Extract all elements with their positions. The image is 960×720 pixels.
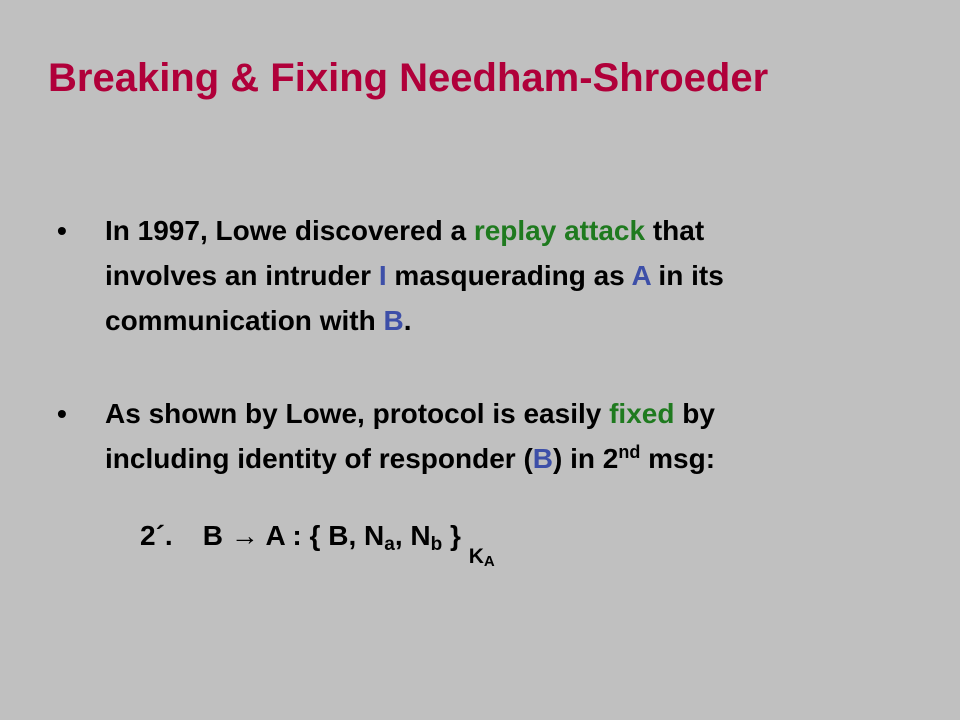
text-run: including identity of responder ( xyxy=(105,443,533,474)
nonce-b: N xyxy=(410,520,431,551)
message-step: 2´. xyxy=(140,520,173,551)
highlight-principal-a: A xyxy=(631,260,651,291)
text-run: msg: xyxy=(640,443,716,474)
text-line xyxy=(105,436,945,481)
nonce-b-subscript: b xyxy=(430,534,443,555)
highlight-principal-b: B xyxy=(383,305,404,336)
text-run: communication with xyxy=(105,305,384,336)
message-sender: B xyxy=(202,520,223,551)
highlight-intruder-i: I xyxy=(378,260,387,291)
protocol-message xyxy=(140,513,495,570)
bullet-text xyxy=(105,208,945,343)
text-line xyxy=(105,253,945,298)
nonce-a: N xyxy=(364,520,385,551)
text-run: masquerading as xyxy=(386,260,632,291)
text-run: involves an intruder xyxy=(105,260,379,291)
highlight-replay-attack: replay attack xyxy=(473,215,646,246)
text-run: in its xyxy=(650,260,724,291)
message-receiver: A : xyxy=(265,520,302,551)
arrow-icon: → xyxy=(230,520,259,551)
close-brace: } xyxy=(450,520,461,551)
bullet-text xyxy=(105,391,945,481)
bullet-dot: • xyxy=(57,398,67,429)
message-item: B, xyxy=(328,520,357,551)
text-run: that xyxy=(645,215,705,246)
text-line xyxy=(105,391,945,436)
nonce-a-subscript: a xyxy=(384,534,395,555)
text-run: ) in 2 xyxy=(553,443,619,474)
ordinal-suffix: nd xyxy=(618,442,641,462)
public-key xyxy=(469,545,495,568)
text-run: As shown by Lowe, protocol is easily xyxy=(105,398,610,429)
text-run: In 1997, Lowe discovered a xyxy=(105,215,474,246)
separator: , xyxy=(394,520,403,551)
text-run: by xyxy=(674,398,715,429)
key-subscript: A xyxy=(483,553,495,570)
slide-title: Breaking & Fixing Needham-Shroeder xyxy=(48,56,769,100)
highlight-fixed: fixed xyxy=(609,398,675,429)
bullet-dot: • xyxy=(57,215,67,246)
text-line xyxy=(105,298,945,343)
text-run: . xyxy=(403,305,412,336)
highlight-principal-b: B xyxy=(532,443,554,474)
text-line xyxy=(105,208,945,253)
key-letter: K xyxy=(468,545,484,568)
open-brace: { xyxy=(309,520,321,551)
